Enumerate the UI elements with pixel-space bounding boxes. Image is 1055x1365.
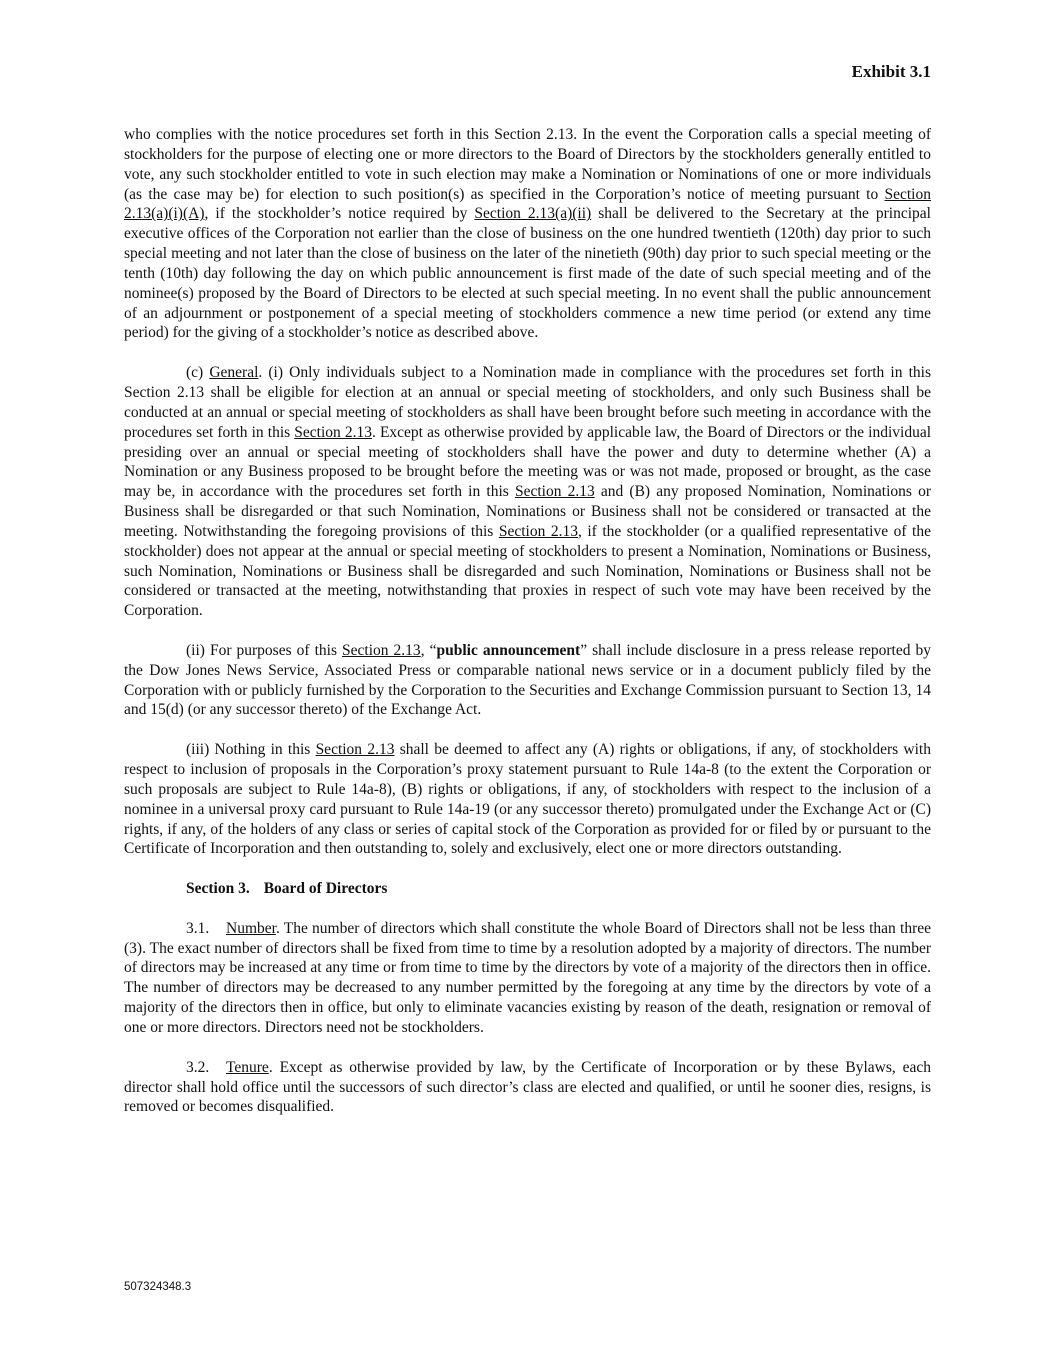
document-body	[124, 125, 931, 1137]
heading-general: General	[209, 364, 259, 382]
defined-term: public announcement	[436, 641, 581, 659]
heading-tenure: Tenure	[226, 1058, 269, 1076]
heading-number: Number	[226, 919, 276, 937]
paragraph-3-1-number: 3.1. Number. The number of directors which shall constitute the whole Board of Directors shall not be less than three (3). The exact number of directors shall be fixed from time to time by a resolution adopted by a majority of directors. The number of directors may be increased at any time or from time to time by the directors by vote of a majority of the directors then in office. The number of directors may be decreased to any number permitted by the foregoing at any time by the directors by vote of a majority of the directors then in office, but only to eliminate vacancies existing by reason of the death, resignation or removal of one or more directors. Directors need not be stockholders.	[124, 919, 931, 1036]
section-reference: Section 2.13	[315, 741, 395, 759]
section-reference: Section 2.13	[294, 423, 372, 441]
document-id-footer: 507324348.3	[124, 1281, 192, 1293]
paragraph-public-announcement: (ii) For purposes of this Section 2.13, “public announcement” shall include disclosure in a press release reported by the Dow Jones News Service, Associated Press or comparable national news service or in a document publicly filed by the Corporation with or publicly furnished by the Corporation to the Securities and Exchange Commission pursuant to Section 13, 14 and 15(d) (or any successor thereto) of the Exchange Act.	[124, 641, 932, 719]
section-3-heading: Section 3. Board of Directors	[186, 880, 388, 898]
exhibit-label: Exhibit 3.1	[851, 62, 931, 81]
paragraph-special-meeting-nominations: who complies with the notice procedures set forth in this Section 2.13. In the event the Corporation calls a special meeting of stockholders for the purpose of electing one or more directors to the Board of Directors by the stockholders generally entitled to vote, any such stockholder entitled to vote in such election may make a Nomination or Nominations of one or more individuals (as the case may be) for election to such position(s) as specified in the Corporation’s notice of meeting pursuant to Section 2.13(a)(i)(A), if the stockholder’s notice required by Section 2.13(a)(ii) shall be delivered to the Secretary at the principal executive offices of the Corporation not earlier than the close of business on the one hundred twentieth (120th) day prior to such special meeting and not later than the close of business on the later of the ninetieth (90th) day prior to such special meeting or the tenth (10th) day following the day on which public announcement is first made of the date of such special meeting and of the nominee(s) proposed by the Board of Directors to be elected at such special meeting. In no event shall the public announcement of an adjournment or postponement of a special meeting of stockholders commence a new time period (or extend any time period) for the giving of a stockholder’s notice as described above.	[124, 126, 931, 342]
section-reference: Section 2.13(a)(i)(A)	[124, 185, 931, 223]
section-reference: Section 2.13	[514, 483, 595, 501]
section-reference: Section 2.13	[342, 641, 421, 659]
paragraph-3-2-tenure: 3.2. Tenure. Except as otherwise provided by law, by the Certificate of Incorporation or by these Bylaws, each director shall hold office until the successors of such director’s class are elected and qualified, or until he sooner dies, resigns, is removed or becomes disqualified.	[124, 1058, 931, 1116]
paragraph-nothing-affects: (iii) Nothing in this Section 2.13 shall be deemed to affect any (A) rights or obligations, if any, of stockholders with respect to inclusion of proposals in the Corporation’s proxy statement pursuant to Rule 14a-8 (to the extent the Corporation or such proposals are subject to Rule 14a-8), (B) rights or obligations, if any, of stockholders with respect to the inclusion of a nominee in a universal proxy card pursuant to Rule 14a-19 (or any successor thereto) promulgated under the Exchange Act or (C) rights, if any, of the holders of any class or series of capital stock of the Corporation as provided for or filed by or pursuant to the Certificate of Incorporation and then outstanding to, solely and exclusively, elect one or more directors outstanding.	[124, 741, 931, 858]
paragraph-general: (c) General. (i) Only individuals subject to a Nomination made in compliance with the procedures set forth in this Section 2.13 shall be eligible for election at an annual or special meeting of stockholders, and only such Business shall be conducted at an annual or special meeting of stockholders as shall have been brought before such meeting in accordance with the procedures set forth in this Section 2.13. Except as otherwise provided by applicable law, the Board of Directors or the individual presiding over an annual or special meeting of stockholders shall have the power and duty to determine whether (A) a Nomination or any Business proposed to be brought before the meeting was or was not made, proposed or brought, as the case may be, in accordance with the procedures set forth in this Section 2.13 and (B) any proposed Nomination, Nominations or Business shall be disregarded or that such Nomination, Nominations or Business shall not be considered or transacted at the meeting. Notwithstanding the foregoing provisions of this Section 2.13, if the stockholder (or a qualified representative of the stockholder) does not appear at the annual or special meeting of stockholders to present a Nomination, Nominations or Business, such Nomination, Nominations or Business shall be disregarded and such Nomination, Nominations or Business shall not be considered or transacted at the meeting, notwithstanding that proxies in respect of such vote may have been received by the Corporation.	[124, 364, 932, 620]
section-reference: Section 2.13	[498, 522, 578, 540]
section-reference: Section 2.13(a)(ii)	[474, 205, 592, 223]
